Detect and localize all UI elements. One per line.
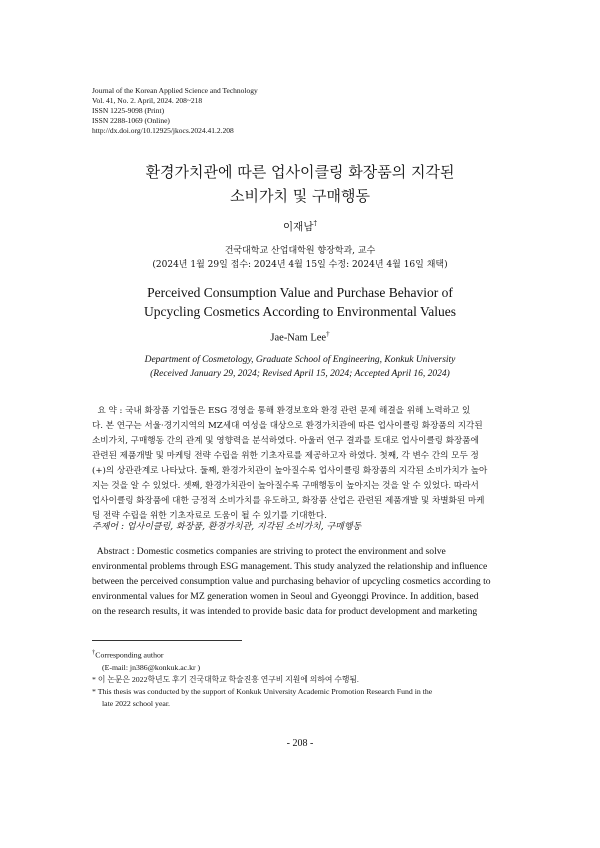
funding-note-korean: * 이 논문은 2022학년도 후기 건국대학교 학술진흥 연구비 지원에 의하여 수행됨. bbox=[92, 674, 359, 684]
title-english-line1: Perceived Consumption Value and Purchase Behavior of bbox=[147, 285, 453, 300]
abstract-english-line: Abstract : Domestic cosmetics companies are striving to protect the environment and solve bbox=[96, 546, 446, 557]
author-korean-name: 이재남 bbox=[283, 221, 314, 233]
journal-header bbox=[92, 86, 258, 136]
page-number: - 208 - bbox=[286, 738, 314, 749]
abstract-english-label: Abstract : bbox=[96, 546, 137, 557]
author-english bbox=[0, 330, 600, 344]
footnotes bbox=[92, 647, 512, 710]
affiliation-english-dates: (Received January 29, 2024; Revised April 15, 2024; Accepted April 16, 2024) bbox=[150, 369, 450, 379]
author-english-dagger: † bbox=[326, 330, 330, 338]
affiliation-english-dept: Department of Cosmetology, Graduate School of Engineering, Konkuk University bbox=[144, 355, 456, 365]
keywords-korean: 주제어 : 업사이클링, 화장품, 환경가치관, 지각된 소비가치, 구매행동 bbox=[92, 522, 362, 532]
author-korean-dagger: † bbox=[313, 219, 317, 228]
abstract-korean-label: 요 약 : bbox=[97, 406, 126, 416]
abstract-english-line: environmental problems through ESG management. This study analyzed the relationship and influence bbox=[92, 561, 488, 572]
corresponding-author-label: Corresponding author bbox=[95, 650, 164, 660]
abstract-english bbox=[92, 544, 510, 619]
abstract-korean-line: 팅 전략 수립을 위한 기초자료로 도움이 될 수 있기를 기대한다. bbox=[92, 511, 327, 521]
affiliation-korean-dates: (2024년 1월 29일 접수: 2024년 4월 15일 수정: 2024년 4월 16일 채택) bbox=[152, 260, 448, 270]
abstract-korean-line: 관련된 제품개발 및 마케팅 전략 수립을 위한 기초자료를 제공하고자 하였다. 첫째, 각 변수 간의 모두 정 bbox=[92, 451, 479, 461]
abstract-korean bbox=[92, 404, 508, 524]
author-english-name: Jae-Nam Lee bbox=[270, 332, 327, 344]
journal-volume: Vol. 41, No. 2. April, 2024. 208~218 bbox=[92, 95, 203, 105]
affiliation-korean bbox=[0, 244, 600, 272]
affiliation-english bbox=[0, 353, 600, 381]
abstract-korean-line: 요 약 : 국내 화장품 기업들은 ESG 경영을 통해 환경보호와 환경 관련 문제 해결을 위해 노력하고 있 bbox=[97, 406, 471, 416]
abstract-korean-line: 다. 본 연구는 서울·경기지역의 MZ세대 여성을 대상으로 환경가치관에 따른 업사이클링 화장품의 지각된 bbox=[92, 421, 483, 431]
affiliation-korean-dept: 건국대학교 산업대학원 향장학과, 교수 bbox=[224, 246, 376, 256]
title-korean bbox=[0, 160, 600, 208]
abstract-korean-line: (+)의 상관관계로 나타났다. 둘째, 환경가치관이 높아질수록 업사이클링 화장품의 지각된 소비가치가 높아 bbox=[92, 466, 488, 476]
abstract-english-line: environmental values for MZ generation women in Seoul and Gyeonggi Province. In addition, based bbox=[92, 591, 479, 602]
abstract-english-line: between the perceived consumption value and purchasing behavior of upcycling cosmetics according to bbox=[92, 576, 491, 587]
abstract-korean-line: 소비가치, 구매행동 간의 관계 및 영향력을 분석하였다. 아울러 연구 결과를 토대로 업사이클링 화장품에 bbox=[92, 436, 479, 446]
corresponding-dagger: † bbox=[92, 649, 96, 656]
issn-online: ISSN 2288-1069 (Online) bbox=[92, 115, 170, 125]
journal-name: Journal of the Korean Applied Science and Technology bbox=[92, 86, 258, 95]
corresponding-author-note bbox=[92, 647, 512, 662]
title-korean-line2: 소비가치 및 구매행동 bbox=[230, 187, 370, 205]
abstract-korean-line: 지는 것을 알 수 있었다. 셋째, 환경가치관이 높아질수록 구매행동이 높아지는 것을 알 수 있었다. 따라서 bbox=[92, 481, 479, 491]
footnote-divider bbox=[92, 640, 242, 641]
issn-print: ISSN 1225-9098 (Print) bbox=[92, 105, 165, 115]
abstract-english-line: on the research results, it was intended to provide basic data for product development and marketing bbox=[92, 606, 478, 617]
corresponding-email[interactable]: (E-mail: jn386@konkuk.ac.kr ) bbox=[102, 662, 201, 672]
funding-note-english-2: late 2022 school year. bbox=[102, 698, 170, 708]
funding-note-english-1: * This thesis was conducted by the support of Konkuk University Academic Promotion Research Fund in the bbox=[92, 686, 433, 696]
title-english bbox=[0, 283, 600, 321]
title-korean-line1: 환경가치관에 따른 업사이클링 화장품의 지각된 bbox=[145, 163, 455, 181]
author-korean bbox=[0, 219, 600, 234]
abstract-korean-line: 업사이클링 화장품에 대한 긍정적 소비가치를 유도하고, 화장품 산업은 관련된 제품개발 및 차별화된 마케 bbox=[92, 496, 485, 506]
title-english-line2: Upcycling Cosmetics According to Environmental Values bbox=[143, 304, 457, 319]
doi-link[interactable]: http://dx.doi.org/10.12925/jkocs.2024.41.2.208 bbox=[92, 125, 234, 135]
